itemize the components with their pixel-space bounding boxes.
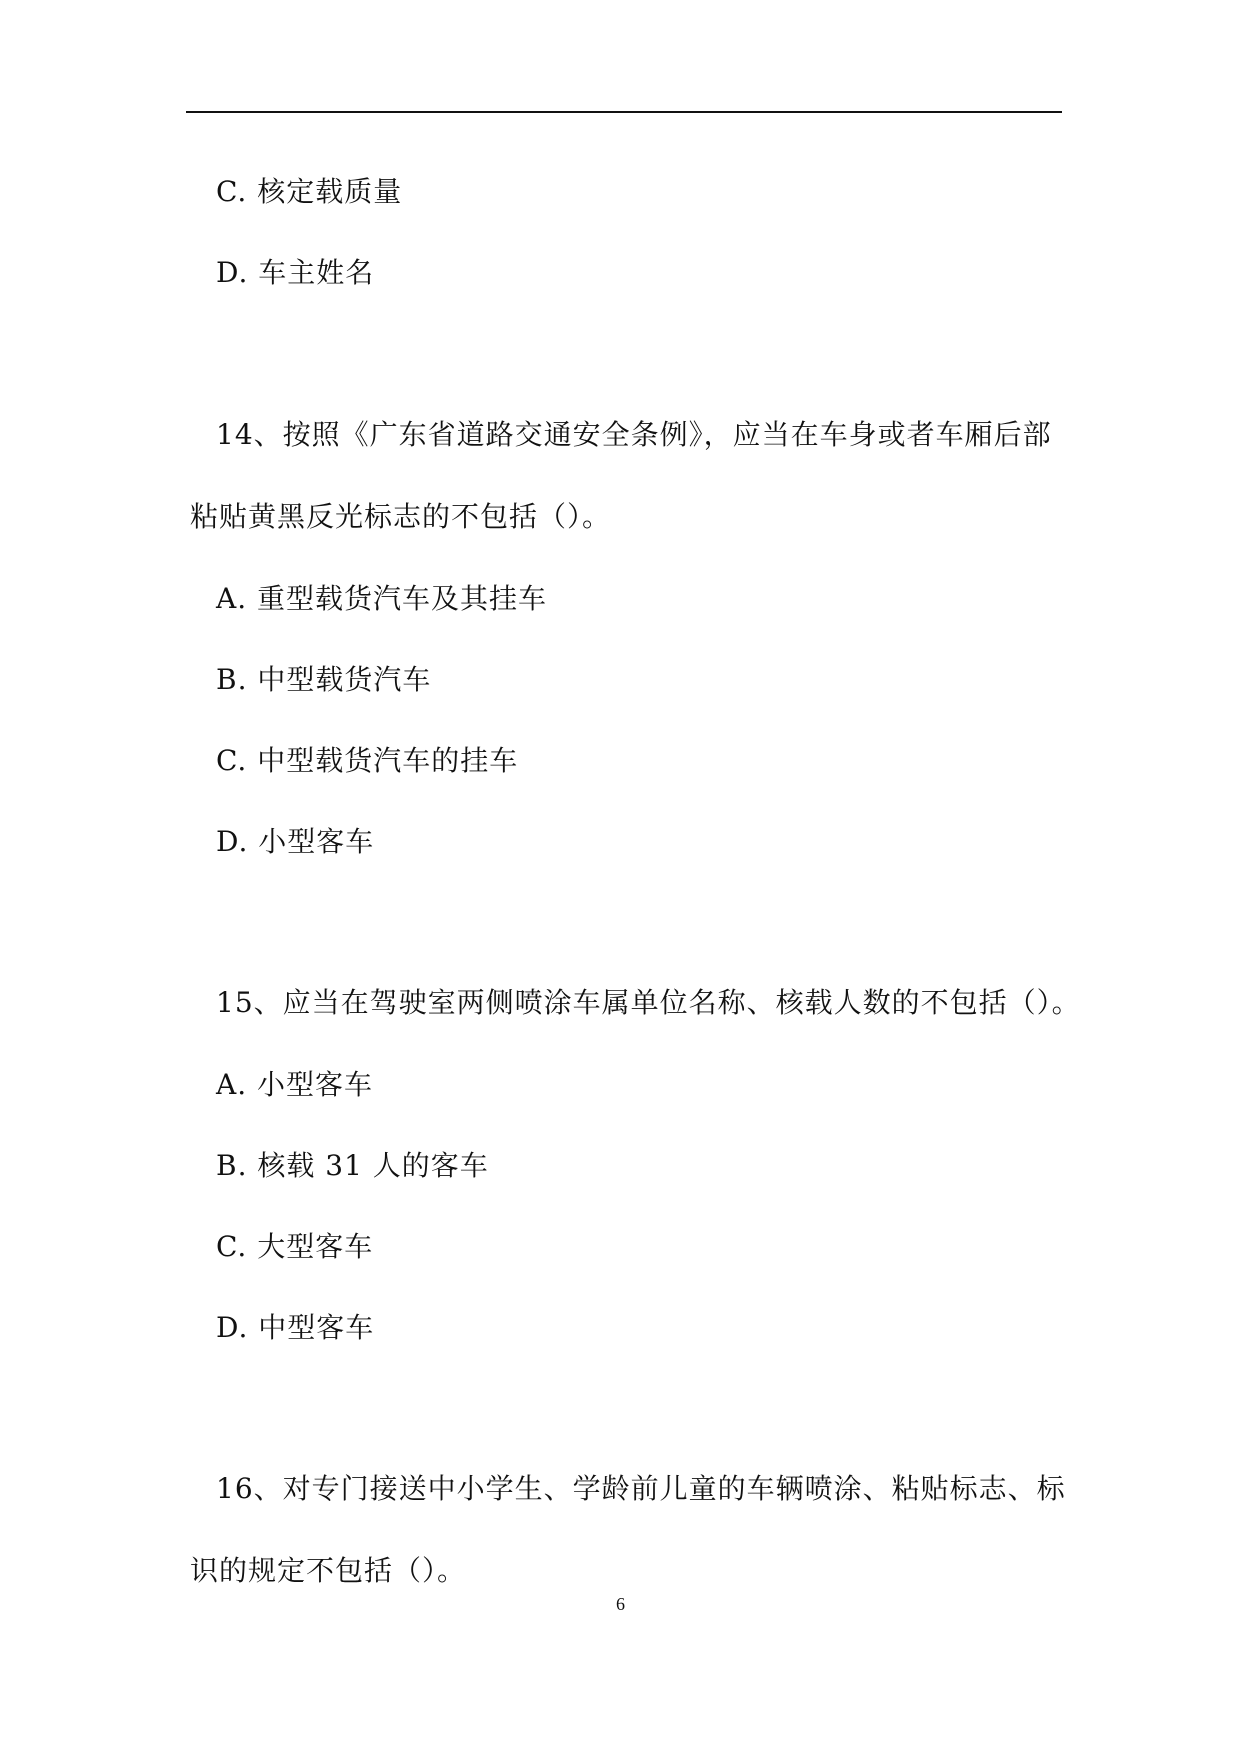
page-number: 6 — [616, 1594, 625, 1614]
question-14-option-c: C. 中型载货汽车的挂车 — [216, 744, 519, 777]
question-16-text-line-2: 识的规定不包括（）。 — [190, 1554, 467, 1587]
question-15-text: 15、应当在驾驶室两侧喷涂车属单位名称、核载人数的不包括（）。 — [216, 986, 1081, 1019]
header-rule — [186, 111, 1062, 113]
question-15-option-a: A. 小型客车 — [216, 1068, 374, 1101]
question-14-text-line-1: 14、按照《广东省道路交通安全条例》，应当在车身或者车厢后部 — [216, 418, 1052, 451]
option-d: D. 车主姓名 — [216, 256, 375, 289]
question-14-option-b: B. 中型载货汽车 — [216, 663, 432, 696]
question-14-text-line-2: 粘贴黄黑反光标志的不包括（）。 — [190, 500, 612, 533]
question-15-option-d: D. 中型客车 — [216, 1311, 375, 1344]
question-14-option-a: A. 重型载货汽车及其挂车 — [216, 582, 548, 615]
question-15-option-c: C. 大型客车 — [216, 1230, 374, 1263]
option-c: C. 核定载质量 — [216, 175, 403, 208]
question-14-option-d: D. 小型客车 — [216, 825, 375, 858]
question-15-option-b: B. 核载 31 人的客车 — [216, 1149, 489, 1182]
question-16-text-line-1: 16、对专门接送中小学生、学龄前儿童的车辆喷涂、粘贴标志、标 — [216, 1472, 1066, 1505]
